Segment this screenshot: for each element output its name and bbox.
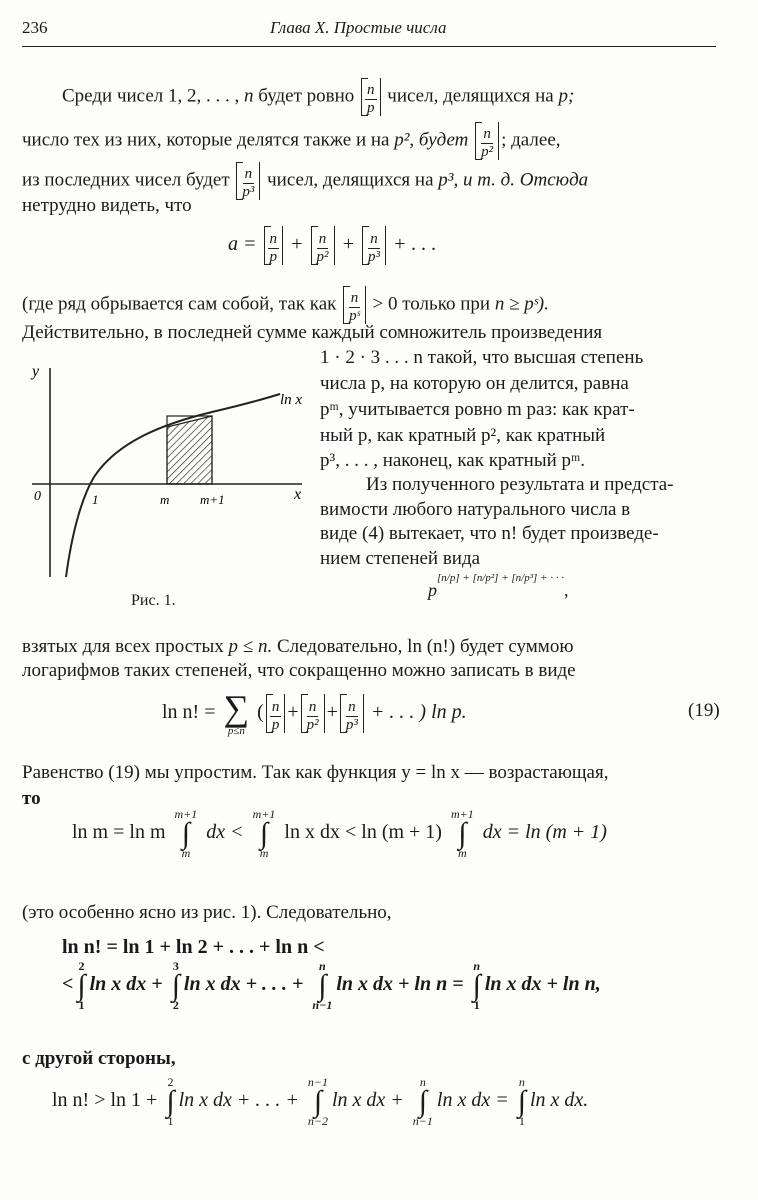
para4-line2: то (22, 788, 41, 809)
y-axis-label: y (32, 363, 40, 380)
equation-upper-line1: ln n! = ln 1 + ln 2 + . . . + ln n < (62, 936, 325, 958)
para2-r2: числа p, на которую он делится, равна (320, 373, 629, 394)
para2-r1: 1 · 2 · 3 . . . n такой, что высшая степень (320, 347, 644, 368)
para3-line2: логарифмов таких степеней, что сокращенно можно записать в виде (22, 660, 576, 681)
figure-caption: Рис. 1. (131, 592, 176, 609)
equation-integral-ineq: ln m = ln m m+1 ∫ m dx < m+1 ∫ m ln x dx < ln (m + 1) m+1 ∫ m dx = ln (m + 1) (72, 807, 607, 860)
para2-r5: p³, . . . , наконец, как кратный pᵐ. (320, 450, 586, 471)
para2-r8: виде (4) вытекает, что n! будет произведе- (320, 523, 659, 544)
tick-m1-label: m+1 (200, 492, 225, 507)
para2-line1: (где ряд обрывается сам собой, так как $\frac{n}{\text{pˢ}}$ > 0 только при n ≥ pˢ). (22, 286, 549, 324)
para1-line4: нетрудно видеть, что (22, 195, 192, 216)
floor-n-p2: $\frac{n}{\text{p²}}$ (475, 122, 499, 160)
para2-line2: Действительно, в последней сумме каждый сомножитель произведения (22, 322, 603, 343)
para4-line1: Равенство (19) мы упростим. Так как функция y = ln x — возрастающая, (22, 762, 609, 783)
para1-line3: из последних чисел будет $\frac{n}{\text{p³}}$ чисел, делящихся на p³, и т. д. Отсюда (22, 162, 588, 200)
running-title: Глава X. Простые числа (270, 18, 447, 37)
para2-r7: вимости любого натурального числа в (320, 499, 631, 520)
para1-line2: число тех из них, которые делятся также и на p², будет $\frac{n}{\text{p²}}$ ; далее, (22, 122, 561, 160)
page-number: 236 (22, 18, 48, 37)
tick-1-label: 1 (92, 492, 99, 507)
ln-curve (66, 394, 280, 577)
floor-n-p: $\frac{n}{p}$ (361, 78, 381, 116)
equation-19: ln n! = ∑ p≤n ( $\frac{n}{p}$ + $\frac{n}{\text{p²}}$ + $\frac{n}{\text{p³}}$ + . . . ) ln p. (162, 688, 467, 737)
para5: (это особенно ясно из рис. 1). Следовательно, (22, 902, 392, 923)
x-axis-label: x (294, 486, 302, 503)
header-rule (22, 46, 716, 47)
equation-upper-line2: < 2 ∫ 1 ln x dx + 3 ∫ 2 ln x dx + . . . + n ∫ n−1 ln x dx + ln n = n ∫ 1 ln x dx + ln n, (62, 959, 601, 1012)
figure-ln-x (22, 362, 312, 602)
para6: с другой стороны, (22, 1048, 176, 1069)
power-expression: $p^{[n/p] + [n/p^2] + [n/p^3] + \cdot \cdot \cdot}$, (428, 572, 569, 600)
curve-label: ln x (280, 392, 303, 408)
para3-line1: взятых для всех простых p ≤ n. Следовательно, ln (n!) будет суммою (22, 636, 574, 657)
para2-r9: нием степеней вида (320, 548, 481, 569)
floor-n-p3: $\frac{n}{\text{p³}}$ (236, 162, 260, 200)
para1-line1: Среди чисел 1, 2, . . . , n будет ровно $\frac{n}{p}$ чисел, делящихся на p; (62, 78, 574, 116)
origin-label: 0 (34, 489, 41, 504)
equation-lower: ln n! > ln 1 + 2 ∫ 1 ln x dx + . . . + n−1 ∫ n−2 ln x dx + n ∫ n−1 ln x dx = n ∫ 1 ln x dx. (52, 1075, 589, 1128)
para2-r4: ный p, как кратный p², как кратный (320, 425, 606, 446)
hatched-area (167, 416, 212, 484)
equation-a: a = $\frac{n}{p}$ + $\frac{n}{\text{p²}}$ + $\frac{n}{\text{p³}}$ + . . . (228, 226, 437, 265)
equation-19-label: (19) (688, 700, 720, 721)
para2-r3: pᵐ, учитывается ровно m раз: как крат- (320, 399, 635, 420)
para2-r6: Из полученного результата и предста- (366, 474, 674, 495)
tick-m-label: m (160, 492, 170, 507)
